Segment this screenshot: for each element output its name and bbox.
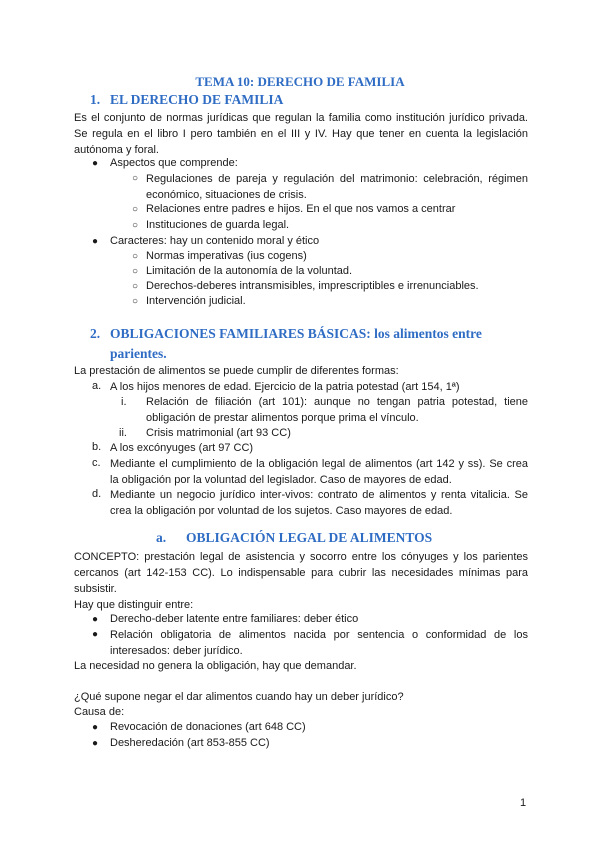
section-2-heading-cont: parientes. xyxy=(110,346,167,361)
subitem-marker: i. xyxy=(121,396,127,408)
circle-bullet-icon: ○ xyxy=(132,281,139,292)
aspect-item: Regulaciones de pareja y regulación del matrimonio: celebración, régimen económico, situaciones de crisis. xyxy=(146,173,528,201)
item-marker: c. xyxy=(92,457,101,469)
circle-bullet-icon: ○ xyxy=(132,266,139,277)
aspect-item: Instituciones de guarda legal. xyxy=(146,219,290,231)
section-2-intro: La prestación de alimentos se puede cumplir de diferentes formas: xyxy=(74,365,399,377)
subitem-marker: ii. xyxy=(119,427,127,439)
item-marker: a. xyxy=(92,380,102,392)
section-1-number: 1. xyxy=(90,92,101,107)
item-text: A los excónyuges (art 97 CC) xyxy=(110,442,254,454)
item-marker: d. xyxy=(92,488,102,500)
circle-bullet-icon: ○ xyxy=(132,296,139,307)
distinguish-item: Derecho-deber latente entre familiares: deber ético xyxy=(110,613,359,625)
subsection-a-heading: OBLIGACIÓN LEGAL DE ALIMENTOS xyxy=(186,530,433,545)
subitem-text: Relación de filiación (art 101): aunque no tengan patria potestad, tiene obligación de prestar alimentos porque prima el vínculo. xyxy=(146,396,528,424)
section-2-heading: OBLIGACIONES FAMILIARES BÁSICAS: los alimentos entre xyxy=(110,326,482,341)
cause-label: Causa de: xyxy=(74,706,125,718)
circle-bullet-icon: ○ xyxy=(132,173,139,184)
bullet-icon: ● xyxy=(92,158,99,169)
section-1-intro: Es el conjunto de normas jurídicas que regulan la familia como institución jurídico privada. Se regula en el libro I pero también en el III y IV. Hay que tener en cuenta la legislación autónoma y foral. xyxy=(74,112,528,156)
bullet-icon: ● xyxy=(92,722,99,733)
aspects-label: Aspectos que comprende: xyxy=(110,157,238,169)
bullet-icon: ● xyxy=(92,614,99,625)
cause-item: Revocación de donaciones (art 648 CC) xyxy=(110,721,306,733)
aspect-item: Relaciones entre padres e hijos. En el que nos vamos a centrar xyxy=(146,203,456,215)
distinguish-item: Relación obligatoria de alimentos nacida por sentencia o conformidad de los interesados: deber jurídico. xyxy=(110,629,528,657)
feature-item: Derechos-deberes intransmisibles, imprescriptibles e irrenunciables. xyxy=(146,280,479,292)
page-title: TEMA 10: DERECHO DE FAMILIA xyxy=(195,74,405,89)
features-label: Caracteres: hay un contenido moral y ético xyxy=(110,235,320,247)
subitem-text: Crisis matrimonial (art 93 CC) xyxy=(146,427,291,439)
bullet-icon: ● xyxy=(92,738,99,749)
question-text: ¿Qué supone negar el dar alimentos cuando hay un deber jurídico? xyxy=(74,691,404,703)
circle-bullet-icon: ○ xyxy=(132,251,139,262)
bullet-icon: ● xyxy=(92,629,99,640)
page-number: 1 xyxy=(520,797,527,809)
cause-item: Desheredación (art 853-855 CC) xyxy=(110,737,270,749)
feature-item: Intervención judicial. xyxy=(146,295,246,307)
distinguish-label: Hay que distinguir entre: xyxy=(74,599,194,611)
feature-item: Limitación de la autonomía de la voluntad. xyxy=(146,265,353,277)
bullet-icon: ● xyxy=(92,236,99,247)
section-2-number: 2. xyxy=(90,326,101,341)
item-text: Mediante el cumplimiento de la obligación legal de alimentos (art 142 y ss). Se crea la obligación por la voluntad del legislador. Caso de mayores de edad. xyxy=(110,458,528,486)
concept-paragraph: CONCEPTO: prestación legal de asistencia y socorro entre los cónyuges y los parientes cercanos (art 142-153 CC). Lo indispensable para cubrir las necesidades mínimas para subsistir. xyxy=(74,551,528,595)
item-marker: b. xyxy=(92,441,102,453)
item-text: A los hijos menores de edad. Ejercicio de la patria potestad (art 154, 1ª) xyxy=(110,381,460,393)
subsection-a-marker: a. xyxy=(156,530,167,545)
item-text: Mediante un negocio jurídico inter-vivos: contrato de alimentos y renta vitalicia. Se crea la obligación por voluntad de los sujetos. Caso mayores de edad. xyxy=(110,489,528,517)
section-1-heading: EL DERECHO DE FAMILIA xyxy=(110,92,284,107)
circle-bullet-icon: ○ xyxy=(132,220,139,231)
feature-item: Normas imperativas (ius cogens) xyxy=(146,250,307,262)
necessity-note: La necesidad no genera la obligación, hay que demandar. xyxy=(74,660,357,672)
circle-bullet-icon: ○ xyxy=(132,204,139,215)
